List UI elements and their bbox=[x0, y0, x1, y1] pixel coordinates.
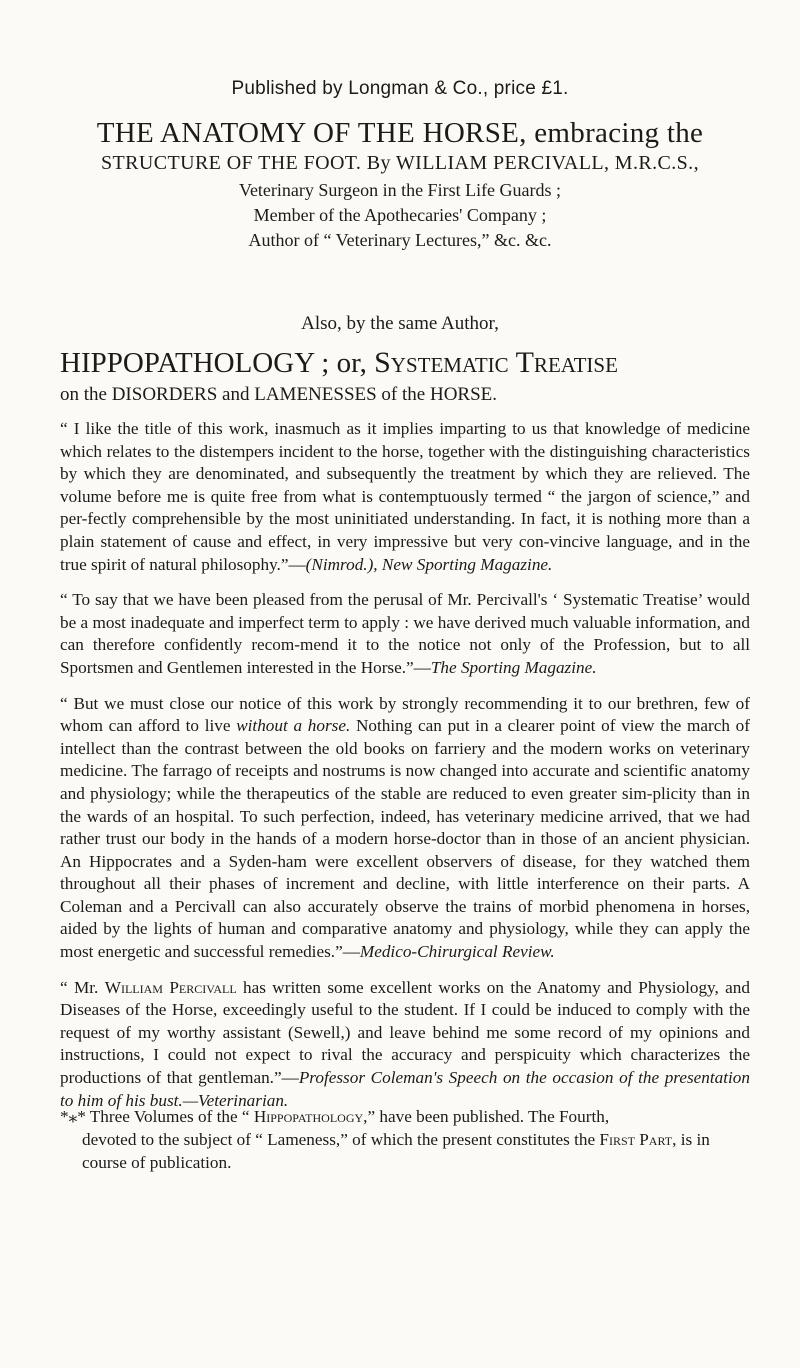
review-4-name: William Percivall bbox=[104, 977, 237, 997]
book1-author-line2: Member of the Apothecaries' Company ; bbox=[253, 205, 547, 225]
review-2-text: “ To say that we have been pleased from the perusal of Mr. Percivall's ‘ Systematic Treatise’ would be a most inadequate and imperfect term to apply : we have derived much valuable information, and can therefore confidently recom-mend it to the notice not only of the Profession, but to all Sportsmen and Gentlemen interested in the Horse.”— bbox=[60, 590, 750, 677]
note-part: First Part bbox=[599, 1129, 673, 1149]
review-1-source: (Nimrod.), New Sporting Magazine. bbox=[305, 554, 553, 574]
review-3-source: Medico-Chirurgical Review. bbox=[359, 942, 555, 962]
review-1-text: “ I like the title of this work, inasmuch as it implies imparting to us that knowledge of medicine which relates to the distempers incident to the horse, together with the distinguishing characteristics by which they are denominated, and subsequently the treatment by which they are relieved. The volume before me is quite free from what is contemptuously termed “ the jargon of science,” and per-fectly comprehensible by the most uninitiated understanding. In fact, it is nothing more than a plain statement of cause and effect, in very impressive but very con-vincive language, and in the true spirit of natural philosophy.”— bbox=[60, 419, 750, 574]
review-2-source: The Sporting Magazine. bbox=[430, 657, 597, 677]
review-3-text-a: “ But we must close our notice of this work by strongly recommending it to our brethren, few of whom can afford to live bbox=[60, 693, 750, 736]
book2-title-main: HIPPOPATHOLOGY ; or, bbox=[60, 347, 375, 379]
note-text-b: ,” have been published. The Fourth, bbox=[363, 1107, 610, 1126]
book2-title-smallcaps: Systematic Treatise bbox=[374, 346, 618, 379]
publication-note bbox=[60, 1106, 750, 1174]
note-text-a: Three Volumes of the “ bbox=[89, 1107, 254, 1126]
review-3 bbox=[60, 693, 750, 964]
review-3-emphasis: without a horse. bbox=[236, 716, 351, 736]
also-line: Also, by the same Author, bbox=[301, 313, 499, 334]
review-4-lead: “ Mr. bbox=[60, 977, 105, 997]
book2-subtitle: on the DISORDERS and LAMENESSES of the HORSE. bbox=[60, 384, 498, 405]
review-4-text: has written some excellent works on the Anatomy and Physiology, and Diseases of the Horse, exceedingly useful to the student. If I could be induced to comply with the request of my worthy assistant (Sewell,) and leave behind me some record of my opinions and instructions, I could not expect to rival the accuracy and perspicuity which characterizes the productions of that gentleman.”— bbox=[60, 977, 750, 1088]
note-line3: , is in course of publication. bbox=[82, 1129, 710, 1172]
book2-title bbox=[60, 346, 750, 380]
note-continuation bbox=[60, 1129, 750, 1175]
note-name: Hippopathology bbox=[253, 1107, 364, 1126]
note-line2: devoted to the subject of “ Lameness,” of which the present constitutes the bbox=[82, 1129, 596, 1149]
reviews bbox=[60, 418, 750, 1125]
note-mark: *⁎* bbox=[60, 1107, 90, 1126]
review-4-source: Professor Coleman's Speech on the occasion of the presentation to him of his bust.—Veterinarian. bbox=[60, 1068, 750, 1110]
review-2 bbox=[60, 589, 750, 679]
book1-subtitle: STRUCTURE OF THE FOOT. By WILLIAM PERCIVALL, M.R.C.S., bbox=[101, 152, 699, 174]
book1-block bbox=[0, 118, 800, 253]
publisher-line: Published by Longman & Co., price £1. bbox=[231, 78, 569, 99]
book1-title: THE ANATOMY OF THE HORSE, embracing the bbox=[96, 117, 704, 149]
review-3-text-b: Nothing can put in a clearer point of view the march of intellect than the contrast between the old books on farriery and the modern works on veterinary medicine. The farrago of receipts and nostrums is now changed into accurate and scientific anatomy and physiology; while the therapeutics of the stable are reduced to even greater sim-plicity than in the wards of an hospital. To such perfection, indeed, has veterinary medicine arrived, that we had rather trust our body in the hands of a modern horse-doctor than in those of an ancient physician. An Hippocrates and a Syden-ham were excellent observers of disease, for they watched them throughout all their phases of increment and decline, with little interference on their parts. A Coleman and a Percivall can also accurately observe the trains of morbid phenomena in horses, aided by the lights of human and comparative anatomy and physiology, while they can apply the most energetic and successful remedies.”— bbox=[60, 716, 750, 962]
review-4 bbox=[60, 977, 750, 1113]
book1-author-line1: Veterinary Surgeon in the First Life Guards ; bbox=[238, 180, 562, 200]
book1-author-line3: Author of “ Veterinary Lectures,” &c. &c. bbox=[248, 230, 552, 250]
review-1 bbox=[60, 418, 750, 576]
